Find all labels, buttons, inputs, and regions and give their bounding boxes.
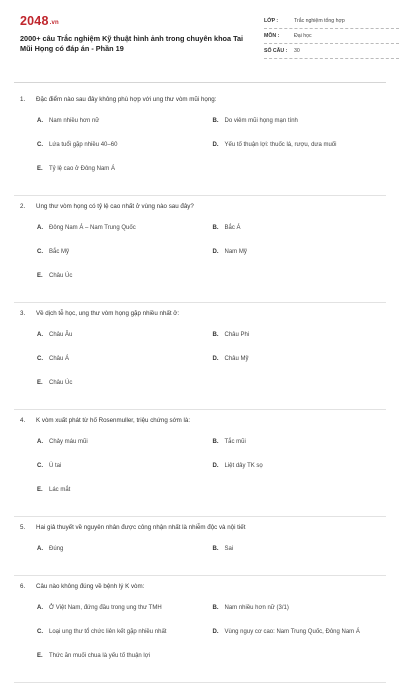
info-panel bbox=[264, 14, 399, 59]
answer-option[interactable] bbox=[213, 331, 381, 355]
option-letter: C. bbox=[37, 463, 43, 469]
answer-option[interactable] bbox=[213, 248, 381, 272]
question-header bbox=[20, 309, 380, 319]
option-letter: D. bbox=[212, 629, 219, 635]
option-text: Châu Âu bbox=[49, 332, 73, 338]
option-letter: E. bbox=[37, 487, 43, 493]
question-block bbox=[14, 517, 386, 576]
question-number: 2. bbox=[20, 203, 26, 210]
option-text: Nam nhiều hơn nữ (3/1) bbox=[224, 605, 289, 611]
answer-options bbox=[20, 224, 380, 296]
header bbox=[14, 12, 386, 74]
option-text: Tắc mũi bbox=[224, 439, 246, 445]
option-text: Châu Úc bbox=[49, 380, 73, 386]
question-number: 5. bbox=[20, 524, 26, 531]
question-header bbox=[20, 523, 380, 533]
option-letter: B. bbox=[212, 332, 219, 338]
option-text: Ù tai bbox=[49, 463, 62, 469]
option-letter: C. bbox=[37, 356, 43, 362]
question-text: K vòm xuất phát từ hố Rosenmuller, triệu chứng sớm là: bbox=[36, 417, 191, 424]
answer-option[interactable] bbox=[213, 438, 381, 462]
answer-option[interactable] bbox=[37, 438, 205, 462]
question-header bbox=[20, 416, 380, 426]
option-letter: B. bbox=[212, 225, 219, 231]
option-letter: A. bbox=[37, 332, 43, 338]
option-letter: C. bbox=[37, 629, 43, 635]
option-text: Nam Mỹ bbox=[224, 249, 247, 255]
header-divider bbox=[14, 82, 386, 83]
logo-main: 2048 bbox=[20, 14, 49, 28]
question-block bbox=[14, 196, 386, 303]
answer-option[interactable] bbox=[37, 141, 205, 165]
option-text: Lác mắt bbox=[49, 487, 71, 493]
option-text: Liệt dây TK sọ bbox=[224, 463, 263, 469]
answer-option[interactable] bbox=[213, 355, 381, 379]
answer-option[interactable] bbox=[37, 117, 205, 141]
question-header bbox=[20, 202, 380, 212]
option-text: Châu Mỹ bbox=[224, 356, 249, 362]
answer-options bbox=[20, 545, 380, 569]
answer-option[interactable] bbox=[37, 248, 205, 272]
answer-option[interactable] bbox=[37, 545, 205, 569]
answer-option[interactable] bbox=[213, 628, 381, 652]
answer-option[interactable] bbox=[37, 652, 205, 676]
question-number: 4. bbox=[20, 417, 26, 424]
option-letter: A. bbox=[37, 546, 43, 552]
option-text: Châu Phi bbox=[224, 332, 250, 338]
info-label: MÔN : bbox=[264, 33, 280, 39]
answer-option[interactable] bbox=[37, 355, 205, 379]
option-text: Ở Việt Nam, đứng đầu trong ung thư TMH bbox=[49, 605, 162, 611]
answer-option[interactable] bbox=[213, 117, 381, 141]
option-letter: D. bbox=[212, 356, 219, 362]
question-block bbox=[14, 89, 386, 196]
info-row-subject bbox=[264, 29, 399, 44]
option-text: Thức ăn muối chua là yếu tố thuận lợi bbox=[49, 653, 151, 659]
option-text: Bắc Mỹ bbox=[49, 249, 70, 255]
answer-option[interactable] bbox=[213, 224, 381, 248]
option-letter: A. bbox=[37, 118, 43, 124]
document-title: 2000+ câu Trắc nghiệm Kỹ thuật hình ảnh trong chuyên khoa Tai Mũi Họng có đáp án - Phần 19 bbox=[20, 34, 244, 53]
option-text: Đông Nam Á – Nam Trung Quốc bbox=[49, 225, 136, 231]
answer-option[interactable] bbox=[37, 272, 205, 296]
answer-option[interactable] bbox=[213, 141, 381, 165]
option-text: Châu Á bbox=[49, 356, 70, 362]
answer-options bbox=[20, 117, 380, 189]
option-text: Vùng nguy cơ cao: Nam Trung Quốc, Đông Nam Á bbox=[224, 629, 360, 635]
option-text: Chảy máu mũi bbox=[49, 439, 88, 445]
answer-option[interactable] bbox=[213, 545, 381, 569]
answer-option[interactable] bbox=[37, 331, 205, 355]
option-letter: E. bbox=[37, 653, 43, 659]
question-header bbox=[20, 95, 380, 105]
option-text: Lứa tuổi gặp nhiều 40–60 bbox=[49, 142, 118, 148]
info-label: LỚP : bbox=[264, 18, 279, 24]
question-text: Hai giả thuyết về nguyên nhân được công nhận nhất là nhiễm độc và nội tiết bbox=[36, 524, 246, 531]
answer-option[interactable] bbox=[37, 628, 205, 652]
info-row-class bbox=[264, 14, 399, 29]
question-text: Câu nào không đúng về bệnh lý K vòm: bbox=[36, 583, 145, 590]
answer-options bbox=[20, 331, 380, 403]
answer-option[interactable] bbox=[213, 462, 381, 486]
option-text: Bắc Á bbox=[224, 225, 241, 231]
info-value: Đại học bbox=[294, 33, 312, 39]
info-value: 30 bbox=[294, 48, 300, 54]
option-text: Đúng bbox=[49, 546, 64, 552]
option-letter: C. bbox=[37, 142, 43, 148]
option-letter: D. bbox=[212, 463, 219, 469]
option-text: Yếu tố thuận lợi: thuốc lá, rượu, dưa muối bbox=[224, 142, 337, 148]
answer-option[interactable] bbox=[37, 486, 205, 510]
option-letter: B. bbox=[212, 439, 219, 445]
question-block bbox=[14, 576, 386, 683]
option-letter: A. bbox=[37, 225, 43, 231]
answer-options bbox=[20, 438, 380, 510]
option-text: Loại ung thư tổ chức liên kết gặp nhiều nhất bbox=[49, 629, 167, 635]
question-block bbox=[14, 410, 386, 517]
option-letter: B. bbox=[212, 118, 219, 124]
answer-option[interactable] bbox=[213, 604, 381, 628]
question-number: 3. bbox=[20, 310, 26, 317]
info-row-count bbox=[264, 44, 399, 59]
option-letter: C. bbox=[37, 249, 43, 255]
option-letter: B. bbox=[212, 605, 219, 611]
option-text: Sai bbox=[224, 546, 234, 552]
question-text: Ung thư vòm họng có tỷ lệ cao nhất ở vùng nào sau đây? bbox=[36, 203, 194, 210]
answer-option[interactable] bbox=[37, 604, 205, 628]
option-letter: D. bbox=[212, 142, 219, 148]
question-text: Đặc điểm nào sau đây không phù hợp với ung thư vòm mũi họng: bbox=[36, 96, 217, 103]
logo-sub: .vn bbox=[49, 20, 59, 26]
option-letter: E. bbox=[37, 166, 43, 172]
option-text: Tỷ lệ cao ở Đông Nam Á bbox=[49, 166, 115, 172]
question-header bbox=[20, 582, 380, 592]
site-logo[interactable] bbox=[20, 14, 59, 28]
option-text: Nam nhiều hơn nữ bbox=[49, 118, 100, 124]
question-text: Về dịch tễ học, ung thư vòm họng gặp nhiều nhất ở: bbox=[36, 310, 180, 317]
info-label: SỐ CÂU : bbox=[264, 48, 288, 54]
answer-option[interactable] bbox=[37, 224, 205, 248]
question-number: 1. bbox=[20, 96, 26, 103]
option-letter: B. bbox=[212, 546, 219, 552]
option-letter: A. bbox=[37, 605, 43, 611]
question-number: 6. bbox=[20, 583, 26, 590]
question-list bbox=[14, 89, 386, 683]
option-letter: E. bbox=[37, 273, 43, 279]
answer-option[interactable] bbox=[37, 379, 205, 403]
answer-option[interactable] bbox=[37, 462, 205, 486]
question-block bbox=[14, 303, 386, 410]
option-letter: E. bbox=[37, 380, 43, 386]
option-text: Do viêm mũi họng mạn tính bbox=[224, 118, 298, 124]
option-letter: A. bbox=[37, 439, 43, 445]
info-value: Trắc nghiệm tổng hợp bbox=[294, 18, 345, 24]
option-text: Châu Úc bbox=[49, 273, 73, 279]
answer-options bbox=[20, 604, 380, 676]
answer-option[interactable] bbox=[37, 165, 205, 189]
option-letter: D. bbox=[212, 249, 219, 255]
